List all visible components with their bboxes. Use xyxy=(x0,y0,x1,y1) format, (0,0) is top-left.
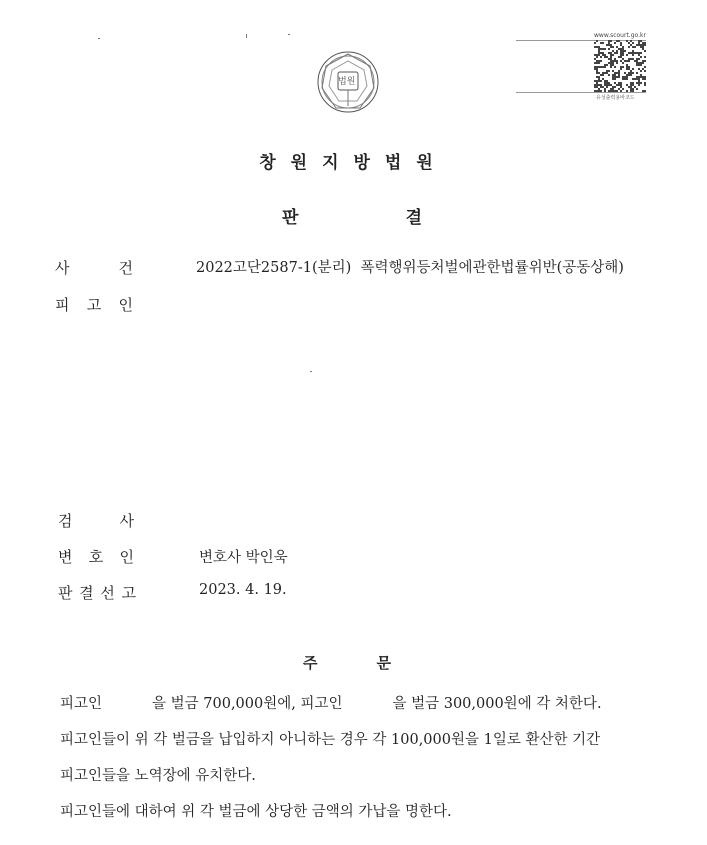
order-line-1: 피고인 을 벌금 700,000원에, 피고인 을 벌금 300,000원에 각 처한다. xyxy=(60,696,602,712)
order-line-3: 피고인들을 노역장에 유치한다. xyxy=(60,768,256,784)
order-line-4: 피고인들에 대하여 위 각 벌금에 상당한 금액의 가납을 명한다. xyxy=(60,804,452,820)
order-line-2: 피고인들이 위 각 벌금을 납입하지 아니하는 경우 각 100,000원을 1일로 환산한 기간 xyxy=(60,732,601,748)
court-name: 창원지방법원 xyxy=(259,153,448,173)
scan-speck xyxy=(98,38,100,39)
case-label: 사 건 xyxy=(55,259,133,277)
scan-speck xyxy=(246,34,247,38)
qr-caption: 유성출력용바코드 xyxy=(596,95,635,101)
case-value: 2022고단2587-1(분리) 폭력행위등처벌에관한법률위반(공동상해) xyxy=(196,260,624,276)
attorney-label: 변 호 인 xyxy=(58,548,134,566)
qr-rule-bottom xyxy=(516,92,646,93)
sentencing-label: 판 결 선 고 xyxy=(58,584,136,602)
qr-url-text: www.scourt.go.kr xyxy=(594,32,646,39)
attorney-value: 변호사 박인욱 xyxy=(199,550,288,566)
seal-text: 법원 xyxy=(338,77,356,87)
court-seal-emblem xyxy=(312,48,384,116)
title-char: 결 xyxy=(405,208,422,228)
prosecutor-label: 검 사 xyxy=(58,512,134,530)
scan-speck xyxy=(288,34,290,35)
sentencing-value: 2023. 4. 19. xyxy=(199,582,287,598)
qr-code xyxy=(594,40,646,92)
defendant-label: 피 고 인 xyxy=(55,296,133,314)
document-title xyxy=(282,203,422,228)
scan-speck xyxy=(310,371,312,372)
order-heading: 주 문 xyxy=(303,654,391,672)
title-char: 판 xyxy=(282,208,299,228)
